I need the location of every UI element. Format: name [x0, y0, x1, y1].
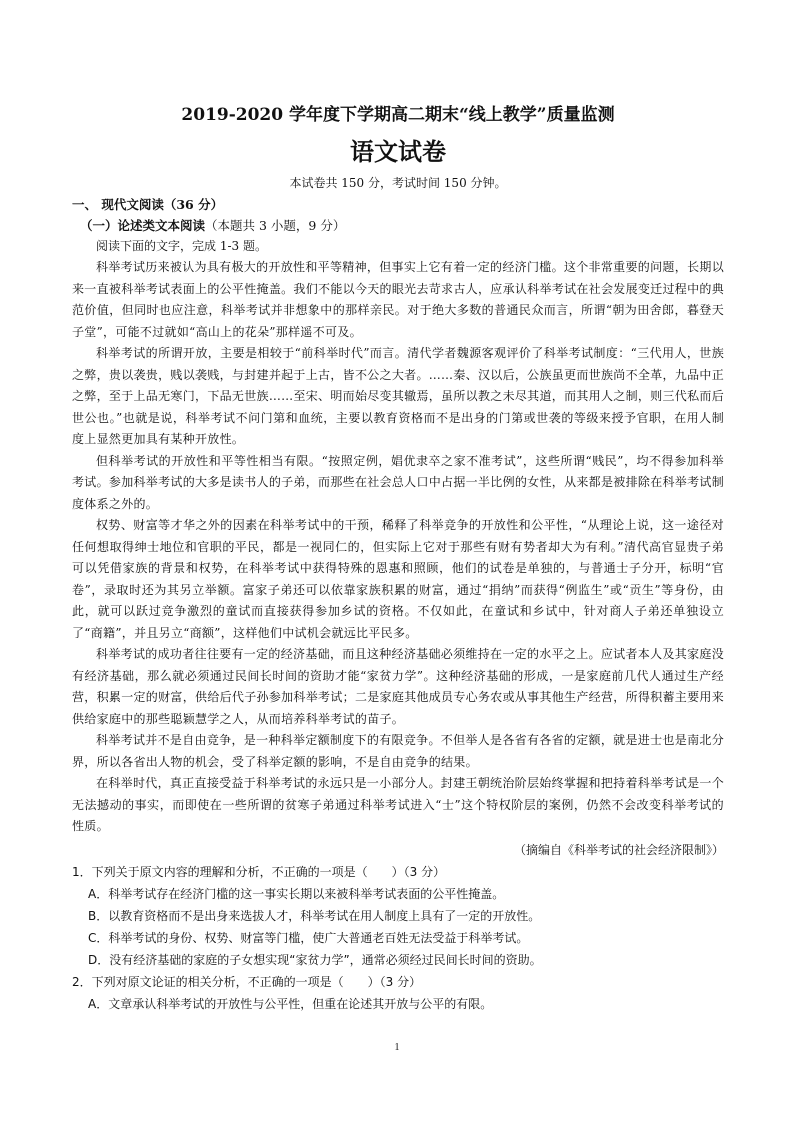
question-stem: 2．下列对原文论证的相关分析，不正确的一项是（ ）（3 分） [72, 974, 422, 989]
subsection-note: （本题共 3 小题，9 分） [205, 218, 346, 233]
option-c: C．科举考试的身份、权势、财富等门槛，使广大普通老百姓无法受益于科举考试。 [88, 930, 529, 945]
exam-title: 2019-2020 学年度下学期高二期末“线上教学”质量监测 [181, 105, 615, 125]
option-a: A．文章承认科举考试的开放性与公平性，但重在论述其开放与公平的有限。 [88, 996, 493, 1011]
passage-source: （摘编自《科举考试的社会经济限制》） [513, 842, 724, 857]
subsection-heading [72, 215, 724, 236]
passage-paragraph: 科举考试并不是自由竞争，是一种科举定额制度下的有限竞争。不但举人是各省有各省的定额，就是进士也是南北分界，所以各省出人物的机会，受了科举定额的影响，不是自由竞争的结果。 [72, 733, 724, 769]
question-1 [72, 861, 724, 971]
passage-paragraph: 在科举时代，真正直接受益于科举考试的永远只是一小部分人。封建王朝统治阶层始终掌握和把持着科举考试是一个无法撼动的事实，而即使在一些所谓的贫寒子弟通过科举考试进入“士”这个特权阶层的案例，仍然不会改变科举考试的性质。 [72, 776, 724, 833]
page-number: 1 [394, 1042, 400, 1053]
passage-paragraph: 科举考试的成功者往往要有一定的经济基础，而且这种经济基础必须维持在一定的水平之上。应试者本人及其家庭没有经济基础，那么就必须通过民间长时间的资助才能“家贫力学”。这种经济基础的形成，一是家庭前几代人通过生产经营，积累一定的财富，供给后代子孙参加科举考试；二是家庭其他成员专心务农或从事其他生产经营，所得积蓄主要用来供给家庭中的那些聪颖慧学之人，从而培养科举考试的苗子。 [72, 647, 724, 726]
passage-paragraph: 科举考试历来被认为具有极大的开放性和平等精神，但事实上它有着一定的经济门槛。这个非常重要的问题，长期以来一直被科举考试表面上的公平性掩盖。我们不能以今天的眼光去苛求古人，应承认科举考试在社会发展变迁过程中的典范价值，但同时也应注意，科举考试并非想象中的那样亲民。对于绝大多数的普通民众而言，所谓“朝为田舍郎，暮登天子堂”，可能不过就如“高山上的花朵”那样遥不可及。 [72, 260, 724, 339]
reading-passage [72, 257, 724, 838]
subject-title: 语文试卷 [350, 137, 446, 166]
exam-meta: 本试卷共 150 分，考试时间 150 分钟。 [289, 176, 507, 190]
passage-paragraph: 权势、财富等才华之外的因素在科举考试中的干预，稀释了科举竞争的开放性和公平性，“从理论上说，这一途径对任何想取得绅士地位和官职的平民，都是一视同仁的，但实际上它对于那些有财有势者却大为有利。”清代高官显贵子弟可以凭借家族的背景和权势，在科举考试中获得特殊的恩惠和照顾，他们的试卷是单独的，与普通士子分开，标明“官卷”，录取时还为其另立举额。富家子弟还可以依靠家族积累的财富，通过“捐纳”而获得“例监生”或“贡生”等身份，由此，就可以跃过竞争激烈的童试而直接获得参加乡试的资格。不仅如此，在童试和乡试中，针对商人子弟还单独设立了“商籍”，并且另立“商额”，这样他们中试机会就远比平民多。 [72, 518, 724, 640]
question-2 [72, 971, 724, 1015]
passage-paragraph: 但科举考试的开放性和平等性相当有限。“按照定例，娼优隶卒之家不准考试”，这些所谓“贱民”，均不得参加科举考试。参加科举考试的大多是读书人的子弟，而那些在社会总人口中占据一半比例的女性，从来都是被排除在科举考试制度体系之外的。 [72, 453, 724, 511]
section-heading: 一、 现代文阅读（36 分） [72, 197, 224, 212]
subsection-label: （一）论述类文本阅读 [80, 218, 206, 233]
reading-instruction: 阅读下面的文字，完成 1-3 题。 [96, 239, 267, 253]
option-a: A．科举考试存在经济门槛的这一事实长期以来被科举考试表面的公平性掩盖。 [88, 886, 505, 901]
option-b: B．以教育资格而不是出身来选拔人才，科举考试在用人制度上具有了一定的开放性。 [88, 908, 541, 923]
question-stem: 1．下列关于原文内容的理解和分析，不正确的一项是（ ）（3 分） [72, 864, 446, 879]
option-d: D．没有经济基础的家庭的子女想实现“家贫力学”，通常必须经过民间长时间的资助。 [88, 952, 542, 967]
exam-page [72, 100, 724, 1015]
passage-paragraph: 科举考试的所谓开放，主要是相较于“前科举时代”而言。清代学者魏源客观评价了科举考试制度：“三代用人，世族之弊，贵以袭贵，贱以袭贱，与封建并起于上古，皆不公之大者。……秦、汉以后，公族虽更而世族尚不全革，九品中正之弊，至于上品无寒门，下品无世族……至宋、明而始尽变其辙焉，虽所以教之未尽其道，而其用人之制，则三代私而后世公也。”也就是说，科举考试不问门第和血统，主要以教育资格而不是出身的门第或世袭的等级来授予官职，在用人制度上显然更加具有某种开放性。 [72, 346, 724, 446]
